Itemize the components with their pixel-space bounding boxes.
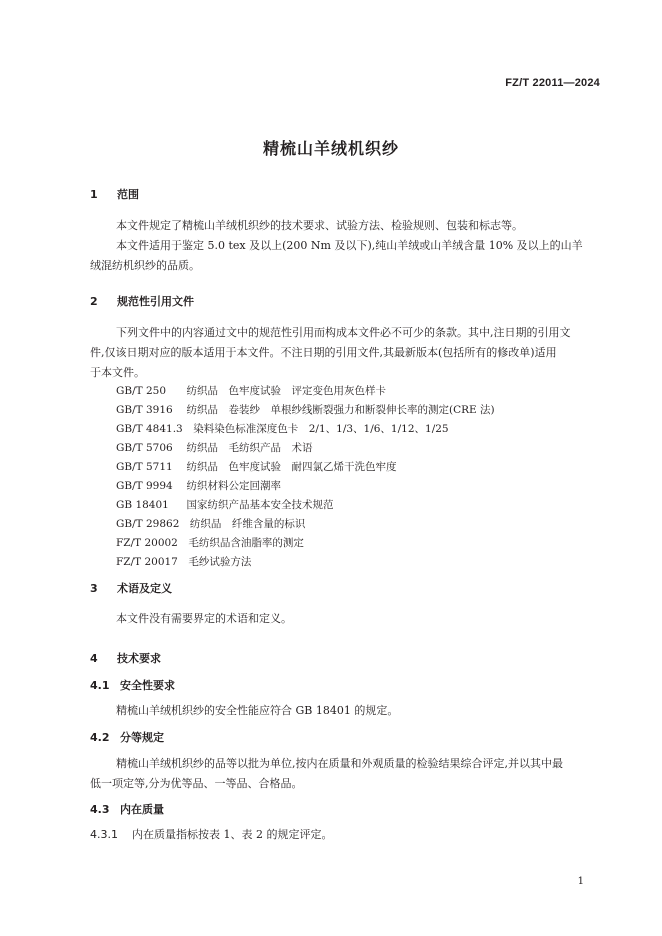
section-number: 4.3.1 [90,828,118,841]
paragraph-line: 下列文件中的内容通过文中的规范性引用而构成本文件必不可少的条款。其中,注日期的引用文 [116,326,571,339]
section-number: 3 [90,582,98,595]
reference-item [116,402,495,417]
reference-title: 纺织品 卷装纱 单根纱线断裂强力和断裂伸长率的测定(CRE 法) [186,404,495,416]
reference-code: GB/T 5706 [116,442,173,454]
document-title: 精梳山羊绒机织纱 [262,139,399,158]
reference-title: 染料染色标准深度色卡 2/1、1/3、1/6、1/12、1/25 [193,423,449,435]
section-1-body [90,216,602,276]
section-number: 4 [90,652,98,665]
section-4-3-heading [90,801,164,817]
reference-item [116,421,449,436]
section-3-body [90,609,602,629]
section-3-heading [90,580,172,596]
reference-item [116,535,304,550]
reference-item [116,516,305,531]
section-1-heading [90,186,139,202]
reference-code: GB/T 3916 [116,404,173,416]
reference-item [116,440,313,455]
paragraph-line: 件,仅该日期对应的版本适用于本文件。不注日期的引用文件,其最新版本(包括所有的修改单)适用 [90,346,557,359]
reference-title: 纺织品 毛纺织产品 术语 [186,442,313,454]
section-4-2-heading [90,729,164,745]
section-4-1-body [90,701,602,721]
section-title: 范围 [117,188,139,201]
page-number: 1 [577,876,584,887]
paragraph-line: 于本文件。 [90,366,145,379]
section-number: 1 [90,188,98,201]
reference-code: GB/T 5711 [116,461,173,473]
section-title: 安全性要求 [120,679,175,692]
reference-code: GB/T 4841.3 [116,423,183,435]
reference-code: GB 18401 [116,499,169,511]
reference-code: GB/T 250 [116,385,167,397]
clause-text: 内在质量指标按表 1、表 2 的规定评定。 [132,828,333,841]
reference-item [116,478,281,493]
section-4-heading [90,650,161,666]
reference-item [116,554,251,569]
paragraph: 本文件规定了精梳山羊绒机织纱的技术要求、试验方法、检验规则、包装和标志等。 [116,219,523,232]
section-title: 规范性引用文件 [117,295,194,308]
section-number: 2 [90,295,98,308]
reference-title: 毛纱试验方法 [188,556,252,568]
reference-code: GB/T 29862 [116,518,180,530]
section-2-body [90,323,602,383]
reference-item [116,497,334,512]
section-number: 4.3 [90,803,110,816]
paragraph: 本文件没有需要界定的术语和定义。 [116,612,292,625]
paragraph-line: 低一项定等,分为优等品、一等品、合格品。 [90,777,303,790]
section-number: 4.2 [90,731,110,744]
reference-title: 纺织品 色牢度试验 评定变色用灰色样卡 [186,385,386,397]
paragraph-line: 绒混纺机织纱的品质。 [90,259,200,272]
reference-code: FZ/T 20002 [116,537,178,549]
reference-item [116,459,397,474]
section-4-1-heading [90,677,175,693]
reference-title: 纺织品 纤维含量的标识 [189,518,306,530]
reference-title: 国家纺织产品基本安全技术规范 [186,499,334,511]
reference-title: 纺织品 色牢度试验 耐四氯乙烯干洗色牢度 [186,461,397,473]
section-2-heading [90,293,194,309]
reference-code: GB/T 9994 [116,480,173,492]
section-title: 技术要求 [117,652,161,665]
section-title: 内在质量 [120,803,164,816]
reference-item [116,383,386,398]
paragraph-line: 本文件适用于鉴定 5.0 tex 及以上(200 Nm 及以下),纯山羊绒或山羊绒含量 10% 及以上的山羊 [116,239,583,252]
section-4-2-body [90,754,602,794]
paragraph: 精梳山羊绒机织纱的安全性能应符合 GB 18401 的规定。 [116,704,399,717]
section-title: 分等规定 [120,731,164,744]
reference-title: 毛纺织品含油脂率的测定 [188,537,304,549]
section-number: 4.1 [90,679,110,692]
section-4-3-1 [90,826,333,842]
reference-title: 纺织材料公定回潮率 [186,480,281,492]
standard-code: FZ/T 22011—2024 [505,77,600,89]
reference-code: FZ/T 20017 [116,556,178,568]
paragraph-line: 精梳山羊绒机织纱的品等以批为单位,按内在质量和外观质量的检验结果综合评定,并以其中最 [116,757,563,770]
section-title: 术语及定义 [117,582,172,595]
